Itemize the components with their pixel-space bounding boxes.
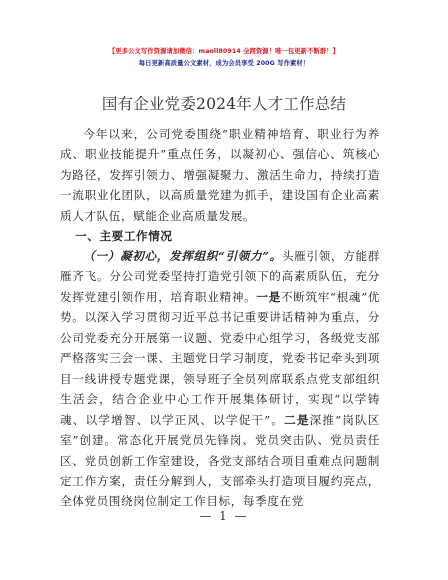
subsection-1-text-b: 不断筑牢“根魂”优势。以深入学习贯彻习近平总书记重要讲话精神为重点，分公司党委充分开展第一议题、党委中心组学习，各级党支部严格落实三会一课、主题党日学习制度，党委书记牵头到项目一线讲授专题党课，领导班子全员列席联系点党支部组织生活会，结合企业中心工作开展集体研讨，实现“以学铸魂、以学增智、以学正风、以学促干”。 (60, 289, 381, 427)
section-1-heading: 一、主要工作情况 (75, 229, 173, 243)
promo-banner-line-2: 每日更新高质量公文素材，成为会员享受 200G 写作素材！ (138, 60, 310, 67)
subsection-1-text-a: 头雁引领，方能群雁齐飞。分公司党委坚持打造党引领下的高素质队伍，充分发挥党建引领作用，培育职业精神。 (60, 249, 380, 304)
subsection-1-text-c: 深推“岗队区室”创建。常态化开展党员先锋岗、党员突击队、党员责任区、党员创新工作室建设，各党支部结合项目重难点问题制定工作方案，责任分解到人，支部牵头打造项目履约亮点，全体党员围绕岗位制定工作目标，每季度在党 (60, 412, 380, 509)
subsection-1-paragraph (60, 246, 381, 509)
subsection-1-heading: （一）凝初心，发挥组织“引领力”。 (83, 249, 282, 263)
document-title: 国有企业党委2024年人才工作总结 (101, 95, 347, 113)
page-number: — 1 — (199, 509, 249, 523)
promo-banner-line-1: 【更多公文写作资源请加微信：maoll80914 全网资源！唯一包更新不断群！】 (108, 48, 340, 55)
point-2-marker: 二是 (284, 412, 310, 427)
point-1-marker: 一是 (256, 289, 281, 304)
section-1-paragraph (60, 226, 380, 246)
intro-paragraph: 今年以来，公司党委围绕“职业精神培育、职业行为养成、职业技能提升”重点任务，以凝初心、强信心、筑核心为路径，发挥引领力、增强凝聚力、激活生命力，持续打造一流职业化团队，以高质量党建为抓手，建设国有企业高素质人才队伍，赋能企业高质量发展。 (60, 127, 380, 223)
